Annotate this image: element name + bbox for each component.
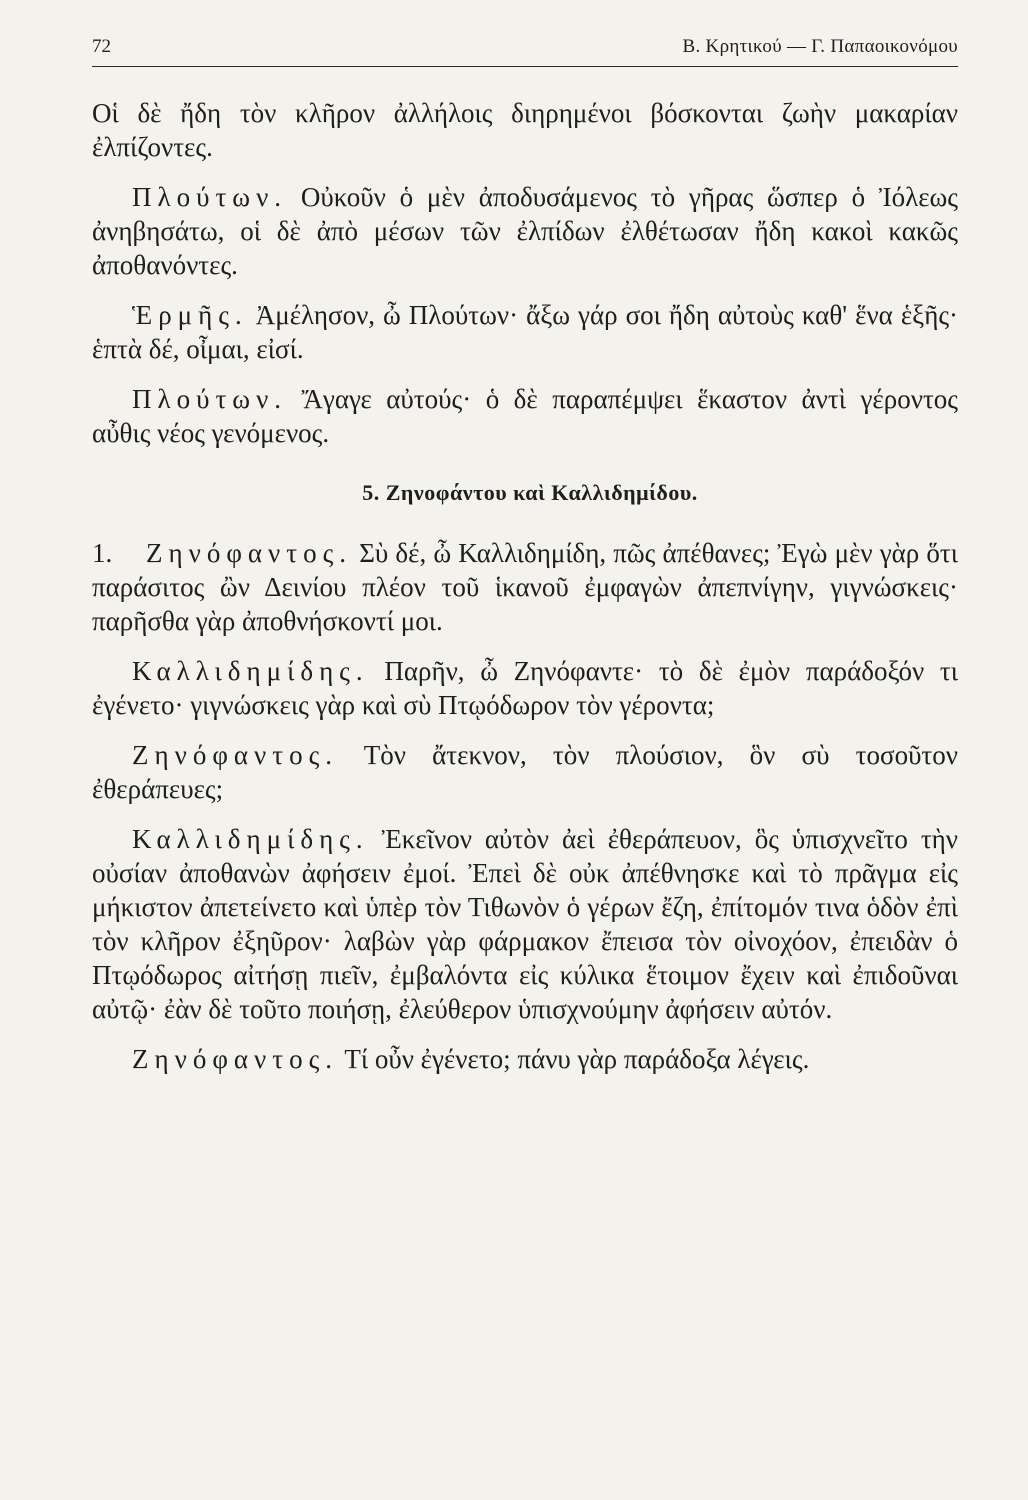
paragraph-text: Ἀμέλησον, ὦ Πλούτων· ἄξω γάρ σοι ἤδη αὐτοὺς καθ' ἕνα ἑξῆς· ἑπτὰ δέ, οἶμαι, εἰσί. xyxy=(92,300,959,364)
paragraph-text: Ἐκεῖνον αὐτὸν ἀεὶ ἐθεράπευον, ὃς ὑπισχνεῖτο τὴν οὐσίαν ἀποθανὼν ἀφήσειν ἐμοί. Ἐπεὶ δὲ οὐκ ἀπέθνησκε καὶ τὸ πρᾶγμα εἰς μήκιστον ἀπετείνετο καὶ ὑπὲρ τὸν Τιθωνὸν ὁ γέρων ἔζη, ἐπίτομόν τινα ὁδὸν ἐπὶ τὸν κλῆρον ἐξηῦρον· λαβὼν γὰρ φάρμακον ἔπεισα τὸν οἰνοχόον, ἐπειδὰν ὁ Πτῳόδωρος αἰτήσῃ πιεῖν, ἐμβαλόντα εἰς κύλικα ἕτοιμον ἔχειν καὶ ἐπιδοῦναι αὐτῷ· ἐὰν δὲ τοῦτο ποιήσῃ, ἐλεύθερον ὑπισχνούμην ἀφήσειν αὐτόν. xyxy=(92,824,959,1024)
paragraph-4 xyxy=(92,382,958,450)
dialogue-number: 1. xyxy=(92,538,113,568)
paragraph-3 xyxy=(92,298,958,366)
paragraph-text: Τὸν ἄτεκνον, τὸν πλούσιον, ὃν σὺ τοσοῦτον ἐθεράπευες; xyxy=(92,740,958,804)
paragraph-5 xyxy=(92,536,958,638)
paragraph-2 xyxy=(92,180,958,282)
speaker-name: Καλλιδημίδης. xyxy=(132,824,369,854)
paragraph-8 xyxy=(92,822,958,1026)
section-title: 5. Ζηνοφάντου καὶ Καλλιδημίδου. xyxy=(362,480,698,505)
body-text xyxy=(92,96,958,1092)
speaker-name: Ζηνόφαντος. xyxy=(146,538,353,568)
paragraph-text: Οὐκοῦν ὁ μὲν ἀποδυσάμενος τὸ γῆρας ὥσπερ ὁ Ἰόλεως ἀνηβησάτω, οἱ δὲ ἀπὸ μέσων τῶν ἐλπίδων ἐλθέτωσαν ἤδη κακοὶ κακῶς ἀποθανόντες. xyxy=(92,182,958,280)
paragraph-text: Σὺ δέ, ὦ Καλλιδημίδη, πῶς ἀπέθανες; Ἐγὼ μὲν γὰρ ὅτι παράσιτος ὢν Δεινίου πλέον τοῦ ἱκανοῦ ἐμφαγὼν ἀπεπνίγην, γιγνώσκεις· παρῆσθα γὰρ ἀποθνήσκοντί μοι. xyxy=(92,538,958,636)
paragraph-6 xyxy=(92,654,958,722)
speaker-name: Ἑρμῆς. xyxy=(132,300,248,330)
paragraph-text: Ἄγαγε αὐτούς· ὁ δὲ παραπέμψει ἕκαστον ἀντὶ γέροντος αὖθις νέος γενόμενος. xyxy=(92,384,958,448)
speaker-name: Καλλιδημίδης. xyxy=(132,656,369,686)
paragraph-9 xyxy=(92,1042,958,1076)
speaker-name: Ζηνόφαντος. xyxy=(132,740,339,770)
paragraph-text: Τί οὖν ἐγένετο; πάνυ γὰρ παράδοξα λέγεις. xyxy=(344,1044,810,1074)
speaker-name: Πλούτων. xyxy=(132,384,288,414)
speaker-name: Ζηνόφαντος. xyxy=(132,1044,339,1074)
page-number: 72 xyxy=(92,36,111,57)
speaker-name: Πλούτων. xyxy=(132,182,288,212)
paragraph-1 xyxy=(92,96,958,164)
paragraph-7 xyxy=(92,738,958,806)
page-header xyxy=(92,30,958,67)
running-head: Β. Κρητικού — Γ. Παπαοικονόμου xyxy=(682,36,958,57)
paragraph-text: Οἱ δὲ ἤδη τὸν κλῆρον ἀλλήλοις διηρημένοι βόσκονται ζωὴν μακαρίαν ἐλπίζοντες. xyxy=(92,98,958,162)
paragraph-text: Παρῆν, ὦ Ζηνόφαντε· τὸ δὲ ἐμὸν παράδοξόν τι ἐγένετο· γιγνώσκεις γὰρ καὶ σὺ Πτῳόδωρον τὸν γέροντα; xyxy=(92,656,959,720)
